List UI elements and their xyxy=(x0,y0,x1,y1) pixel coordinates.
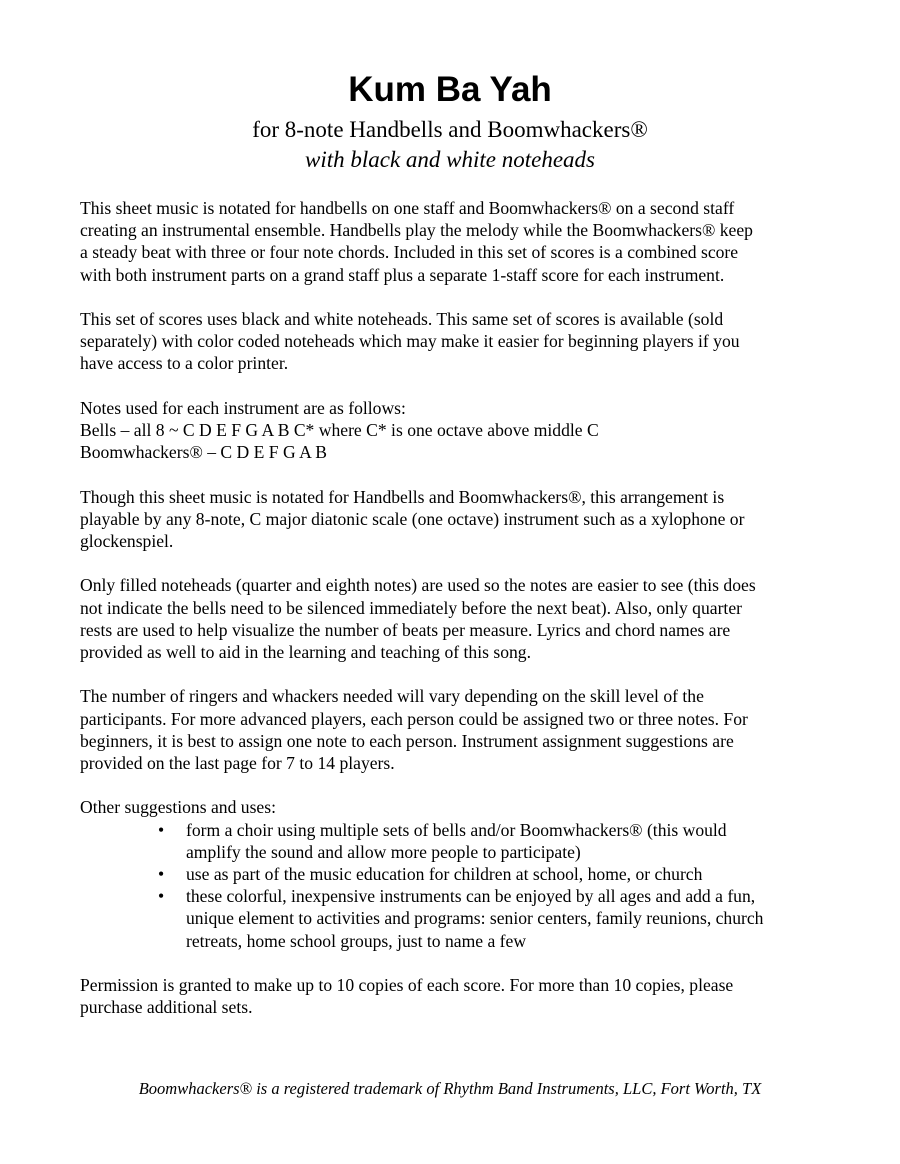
bullet-icon: • xyxy=(158,864,165,884)
text-line: rests are used to help visualize the number of beats per measure. Lyrics and chord names are xyxy=(80,619,731,640)
text-line: provided on the last page for 7 to 14 players. xyxy=(80,753,395,773)
text-line: Permission is granted to make up to 10 copies of each score. For more than 10 copies, please xyxy=(80,975,734,995)
text-line: This sheet music is notated for handbells on one staff and Boomwhackers® on a second staff xyxy=(80,198,735,218)
list-item xyxy=(80,863,825,885)
bullet-icon: • xyxy=(158,819,165,840)
page-subtitle-italic: with black and white noteheads xyxy=(304,147,595,172)
ringers-paragraph xyxy=(80,685,825,774)
text-line: with both instrument parts on a grand staff plus a separate 1-staff score for each instrument. xyxy=(80,264,725,285)
list-item xyxy=(80,819,825,863)
text-line: This set of scores uses black and white noteheads. This same set of scores is available (sold xyxy=(80,309,724,329)
intro-paragraph xyxy=(80,197,825,286)
page-subtitle: for 8-note Handbells and Boomwhackers® xyxy=(252,117,648,142)
suggestions-heading: Other suggestions and uses: xyxy=(80,797,276,818)
suggestions-list xyxy=(80,819,825,952)
text-line: purchase additional sets. xyxy=(80,997,253,1018)
text-line: amplify the sound and allow more people to participate) xyxy=(186,841,581,862)
text-line: these colorful, inexpensive instruments can be enjoyed by all ages and add a fun, xyxy=(186,886,756,907)
text-line: provided as well to aid in the learning and teaching of this song. xyxy=(80,642,531,662)
trademark-footer: Boomwhackers® is a registered trademark of Rhythm Band Instruments, LLC, Fort Worth, TX xyxy=(138,1079,762,1098)
text-line: a steady beat with three or four note chords. Included in this set of scores is a combined score xyxy=(80,242,739,263)
text-line: The number of ringers and whackers needed will vary depending on the skill level of the xyxy=(80,686,704,707)
bullet-icon: • xyxy=(158,886,165,907)
text-line: beginners, it is best to assign one note to each person. Instrument assignment suggestions are xyxy=(80,730,734,751)
text-line: Notes used for each instrument are as follows: xyxy=(80,397,406,418)
notes-used-paragraph xyxy=(80,397,825,464)
text-line: Only filled noteheads (quarter and eighth notes) are used so the notes are easier to see (this does xyxy=(80,575,756,596)
text-line: separately) with color coded noteheads which may make it easier for beginning players if you xyxy=(80,331,740,352)
page-title: Kum Ba Yah xyxy=(348,70,552,109)
document-body xyxy=(80,197,825,1018)
text-line: form a choir using multiple sets of bells and/or Boomwhackers® (this would xyxy=(186,819,727,840)
text-line: have access to a color printer. xyxy=(80,353,289,374)
permission-paragraph xyxy=(80,974,825,1018)
text-line: unique element to activities and programs: senior centers, family reunions, church xyxy=(186,908,764,929)
list-item xyxy=(80,885,825,952)
text-line: retreats, home school groups, just to name a few xyxy=(186,930,527,951)
text-line: creating an instrumental ensemble. Handbells play the melody while the Boomwhackers® keep xyxy=(80,220,753,241)
text-line: use as part of the music education for children at school, home, or church xyxy=(186,864,703,884)
text-line: Bells – all 8 ~ C D E F G A B C* where C* is one octave above middle C xyxy=(80,420,599,440)
playable-paragraph xyxy=(80,486,825,553)
noteheads-paragraph xyxy=(80,308,825,375)
text-line: glockenspiel. xyxy=(80,531,174,551)
text-line: not indicate the bells need to be silenced immediately before the next beat). Also, only quarter xyxy=(80,597,742,618)
text-line: Boomwhackers® – C D E F G A B xyxy=(80,442,327,463)
text-line: playable by any 8-note, C major diatonic scale (one octave) instrument such as a xylophone or xyxy=(80,508,745,529)
filled-noteheads-paragraph xyxy=(80,574,825,663)
text-line: participants. For more advanced players, each person could be assigned two or three notes. For xyxy=(80,708,748,729)
text-line: Though this sheet music is notated for Handbells and Boomwhackers®, this arrangement is xyxy=(80,486,725,507)
